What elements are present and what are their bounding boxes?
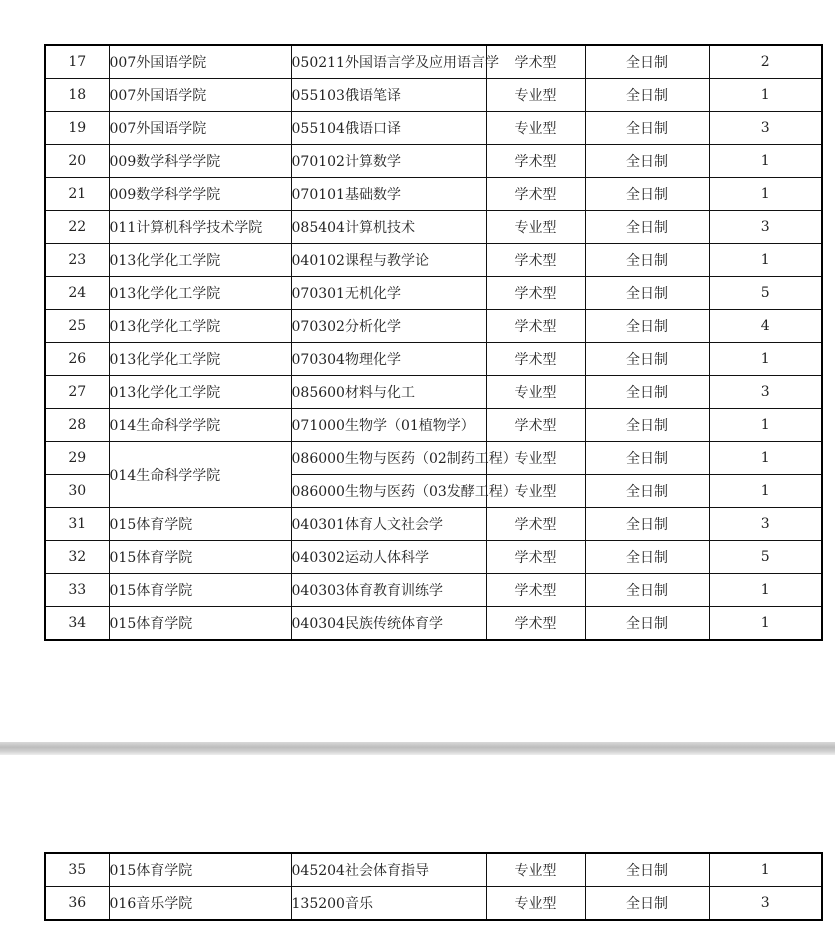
row-number: 26: [45, 343, 109, 376]
college-name: 007外国语学院: [109, 45, 291, 79]
college-name: 013化学化工学院: [109, 244, 291, 277]
row-number: 35: [45, 853, 109, 887]
program-type: 学术型: [486, 508, 585, 541]
study-mode: 全日制: [585, 409, 709, 442]
table-row: [45, 607, 822, 641]
quota-count: 3: [709, 112, 822, 145]
table-row: [45, 178, 822, 211]
quota-count: 1: [709, 607, 822, 641]
major-name: 070102计算数学: [291, 145, 486, 178]
quota-count: 1: [709, 409, 822, 442]
college-name: 013化学化工学院: [109, 343, 291, 376]
major-name: 070101基础数学: [291, 178, 486, 211]
quota-count: 1: [709, 853, 822, 887]
row-number: 21: [45, 178, 109, 211]
major-name: 135200音乐: [291, 887, 486, 921]
quota-count: 1: [709, 475, 822, 508]
major-name: 086000生物与医药（03发酵工程）: [291, 475, 486, 508]
study-mode: 全日制: [585, 178, 709, 211]
program-type: 学术型: [486, 541, 585, 574]
college-name: 016音乐学院: [109, 887, 291, 921]
major-name: 070302分析化学: [291, 310, 486, 343]
quota-count: 1: [709, 79, 822, 112]
major-name: 085404计算机技术: [291, 211, 486, 244]
study-mode: 全日制: [585, 607, 709, 641]
table-row: [45, 409, 822, 442]
quota-count: 5: [709, 277, 822, 310]
table-row: [45, 244, 822, 277]
program-type: 学术型: [486, 343, 585, 376]
row-number: 28: [45, 409, 109, 442]
row-number: 17: [45, 45, 109, 79]
major-name: 050211外国语言学及应用语言学: [291, 45, 486, 79]
college-name: 013化学化工学院: [109, 277, 291, 310]
quota-count: 1: [709, 343, 822, 376]
quota-count: 3: [709, 887, 822, 921]
table-row: [45, 343, 822, 376]
study-mode: 全日制: [585, 112, 709, 145]
college-name: 015体育学院: [109, 508, 291, 541]
college-name: 015体育学院: [109, 541, 291, 574]
college-name: 015体育学院: [109, 853, 291, 887]
row-number: 34: [45, 607, 109, 641]
page-separator: [0, 742, 835, 755]
quota-count: 1: [709, 178, 822, 211]
table-row: [45, 574, 822, 607]
study-mode: 全日制: [585, 887, 709, 921]
program-type: 专业型: [486, 475, 585, 508]
program-type: 专业型: [486, 376, 585, 409]
study-mode: 全日制: [585, 79, 709, 112]
table-row: [45, 112, 822, 145]
row-number: 30: [45, 475, 109, 508]
table-row: [45, 442, 822, 475]
quota-count: 1: [709, 145, 822, 178]
row-number: 22: [45, 211, 109, 244]
program-type: 学术型: [486, 244, 585, 277]
study-mode: 全日制: [585, 343, 709, 376]
table-row: [45, 310, 822, 343]
major-name: 045204社会体育指导: [291, 853, 486, 887]
study-mode: 全日制: [585, 211, 709, 244]
study-mode: 全日制: [585, 244, 709, 277]
major-name: 040302运动人体科学: [291, 541, 486, 574]
program-type: 专业型: [486, 887, 585, 921]
study-mode: 全日制: [585, 277, 709, 310]
program-type: 学术型: [486, 574, 585, 607]
college-name: 009数学科学学院: [109, 145, 291, 178]
row-number: 29: [45, 442, 109, 475]
major-name: 040301体育人文社会学: [291, 508, 486, 541]
quota-count: 2: [709, 45, 822, 79]
program-type: 专业型: [486, 112, 585, 145]
quota-count: 1: [709, 442, 822, 475]
quota-count: 3: [709, 376, 822, 409]
program-type: 专业型: [486, 211, 585, 244]
program-type: 专业型: [486, 79, 585, 112]
table-row: [45, 887, 822, 921]
study-mode: 全日制: [585, 442, 709, 475]
table-row: [45, 376, 822, 409]
major-name: 086000生物与医药（02制药工程）: [291, 442, 486, 475]
quota-count: 5: [709, 541, 822, 574]
row-number: 31: [45, 508, 109, 541]
study-mode: 全日制: [585, 145, 709, 178]
major-name: 085600材料与化工: [291, 376, 486, 409]
major-name: 070301无机化学: [291, 277, 486, 310]
row-number: 18: [45, 79, 109, 112]
program-type: 学术型: [486, 45, 585, 79]
college-name: 013化学化工学院: [109, 376, 291, 409]
major-name: 040102课程与教学论: [291, 244, 486, 277]
college-name: 014生命科学学院: [109, 409, 291, 442]
study-mode: 全日制: [585, 45, 709, 79]
major-name: 055103俄语笔译: [291, 79, 486, 112]
row-number: 24: [45, 277, 109, 310]
row-number: 32: [45, 541, 109, 574]
study-mode: 全日制: [585, 508, 709, 541]
study-mode: 全日制: [585, 541, 709, 574]
quota-count: 1: [709, 244, 822, 277]
table-row: [45, 277, 822, 310]
major-name: 070304物理化学: [291, 343, 486, 376]
row-number: 25: [45, 310, 109, 343]
program-type: 学术型: [486, 145, 585, 178]
row-number: 36: [45, 887, 109, 921]
admission-table-page-2: [44, 852, 823, 921]
college-name: 013化学化工学院: [109, 310, 291, 343]
table-row: [45, 145, 822, 178]
study-mode: 全日制: [585, 310, 709, 343]
row-number: 27: [45, 376, 109, 409]
row-number: 23: [45, 244, 109, 277]
college-name: 014生命科学学院: [109, 442, 291, 508]
program-type: 专业型: [486, 853, 585, 887]
quota-count: 3: [709, 211, 822, 244]
major-name: 055104俄语口译: [291, 112, 486, 145]
table-row: [45, 541, 822, 574]
table-row: [45, 211, 822, 244]
quota-count: 1: [709, 574, 822, 607]
program-type: 学术型: [486, 178, 585, 211]
admission-table-page-1: [44, 44, 823, 641]
program-type: 学术型: [486, 409, 585, 442]
study-mode: 全日制: [585, 574, 709, 607]
program-type: 学术型: [486, 607, 585, 641]
row-number: 20: [45, 145, 109, 178]
study-mode: 全日制: [585, 376, 709, 409]
college-name: 007外国语学院: [109, 112, 291, 145]
row-number: 33: [45, 574, 109, 607]
major-name: 040304民族传统体育学: [291, 607, 486, 641]
quota-count: 3: [709, 508, 822, 541]
college-name: 015体育学院: [109, 574, 291, 607]
major-name: 071000生物学（01植物学）: [291, 409, 486, 442]
table-row: [45, 508, 822, 541]
college-name: 011计算机科学技术学院: [109, 211, 291, 244]
quota-count: 4: [709, 310, 822, 343]
table-row: [45, 853, 822, 887]
program-type: 学术型: [486, 310, 585, 343]
college-name: 009数学科学学院: [109, 178, 291, 211]
row-number: 19: [45, 112, 109, 145]
major-name: 040303体育教育训练学: [291, 574, 486, 607]
college-name: 015体育学院: [109, 607, 291, 641]
study-mode: 全日制: [585, 853, 709, 887]
program-type: 专业型: [486, 442, 585, 475]
study-mode: 全日制: [585, 475, 709, 508]
table-row: [45, 79, 822, 112]
program-type: 学术型: [486, 277, 585, 310]
college-name: 007外国语学院: [109, 79, 291, 112]
table-row: [45, 45, 822, 79]
